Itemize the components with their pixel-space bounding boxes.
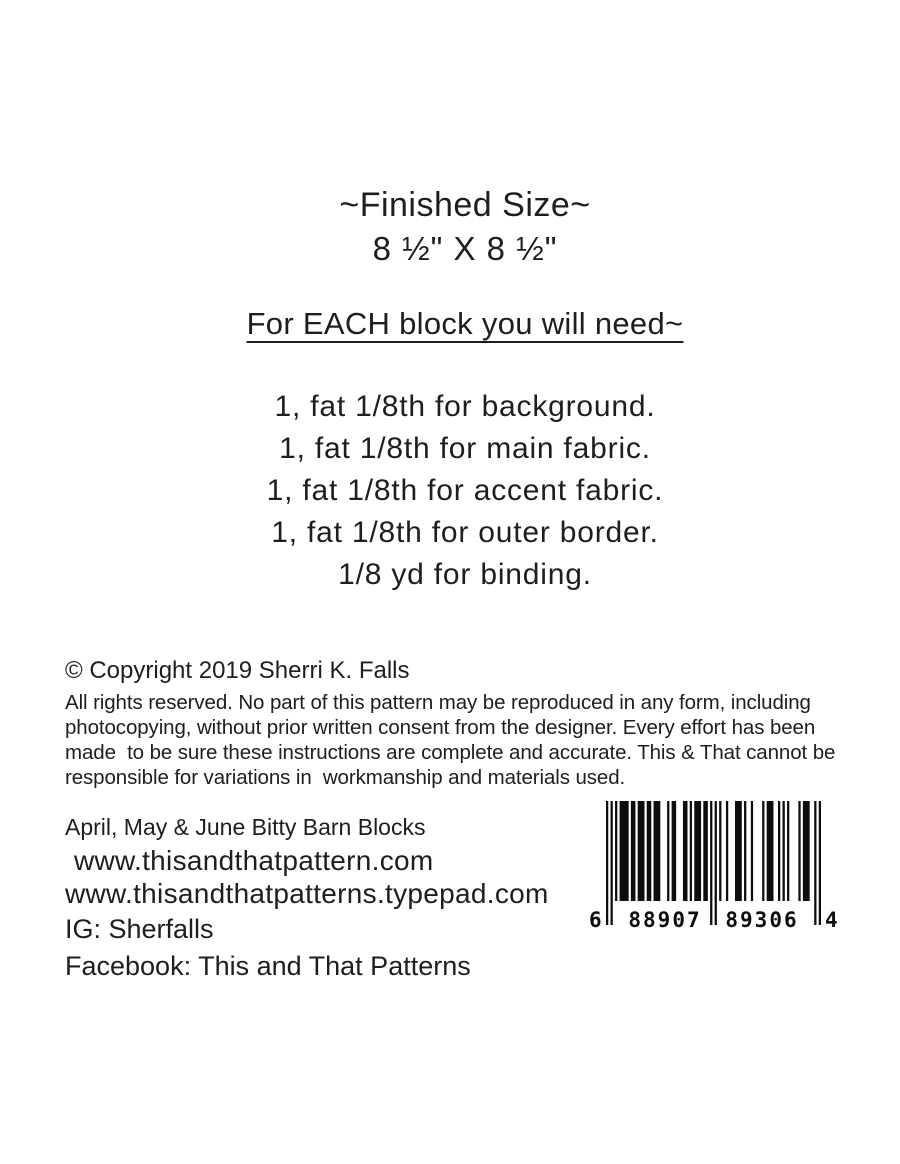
- legal-text-line-2: photocopying, without prior written consent from the designer. Every effort has been: [65, 716, 816, 739]
- requirements-list: [30, 386, 900, 596]
- requirement-main-fabric: 1, fat 1/8th for main fabric.: [279, 432, 651, 465]
- requirements-heading: For EACH block you will need~: [246, 306, 684, 341]
- upc-barcode: [589, 801, 838, 933]
- requirement-accent-fabric: 1, fat 1/8th for accent fabric.: [266, 474, 664, 507]
- legal-text-line-4: responsible for variations in workmanship and materials used.: [65, 766, 626, 789]
- website-blog: www.thisandthatpatterns.typepad.com: [65, 878, 549, 909]
- finished-size-title: ~Finished Size~: [339, 186, 591, 224]
- copyright-block: [65, 657, 855, 790]
- requirement-outer-border: 1, fat 1/8th for outer border.: [271, 516, 659, 549]
- instagram-handle: IG: Sherfalls: [65, 914, 214, 944]
- website-primary: www.thisandthatpattern.com: [74, 845, 434, 876]
- barcode-digits-left: 88907: [625, 907, 705, 933]
- legal-text-line-3: made to be sure these instructions are complete and accurate. This & That cannot be: [65, 741, 836, 764]
- requirement-binding: 1/8 yd for binding.: [338, 558, 592, 591]
- contact-block: [65, 811, 549, 984]
- barcode-digit-check: 4: [825, 908, 838, 932]
- pattern-name: April, May & June Bitty Barn Blocks: [65, 814, 426, 840]
- barcode-digit-system: 6: [589, 908, 602, 932]
- barcode-digits-right: 89306: [722, 907, 802, 933]
- copyright-line: © Copyright 2019 Sherri K. Falls: [65, 657, 410, 684]
- requirement-background: 1, fat 1/8th for background.: [274, 390, 656, 423]
- facebook-page: Facebook: This and That Patterns: [65, 951, 471, 981]
- finished-size-block: [30, 186, 900, 268]
- finished-size-value: 8 ½" X 8 ½": [372, 230, 558, 267]
- legal-text-line-1: All rights reserved. No part of this pattern may be reproduced in any form, including: [65, 691, 811, 714]
